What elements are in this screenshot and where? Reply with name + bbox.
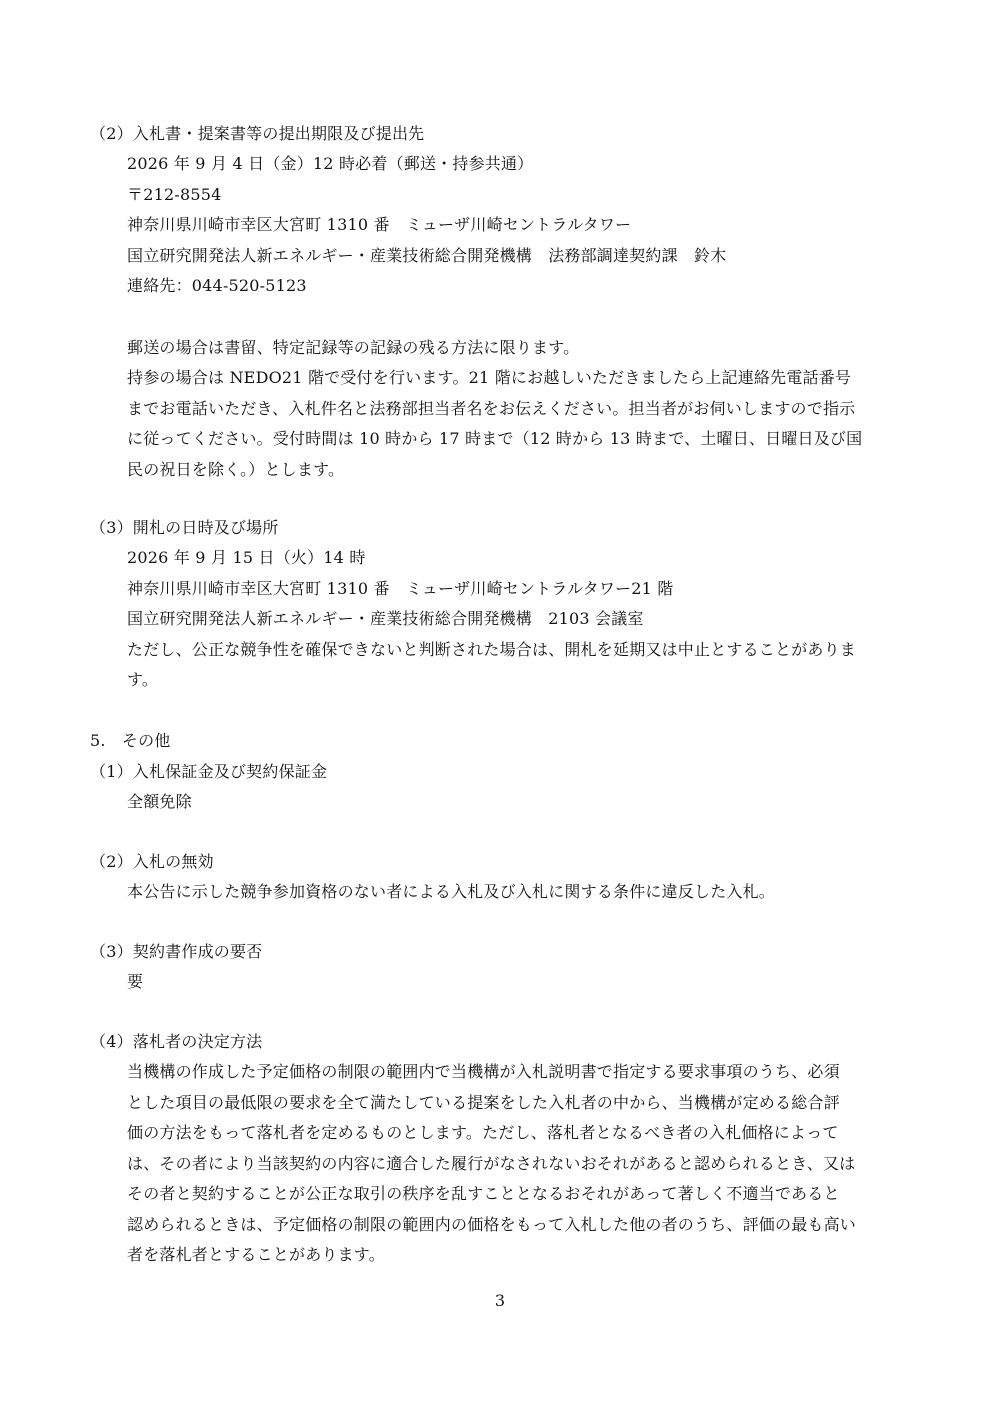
bid-deposit-line: 全額免除 <box>127 792 192 811</box>
award-method-line: 当機構の作成した予定価格の制限の範囲内で当機構が入札説明書で指定する要求事項のうち、必須 <box>127 1062 840 1081</box>
award-method-line: 者を落札者とすることがあります。 <box>127 1245 385 1264</box>
mail-note-line: 郵送の場合は書留、特定記録等の記録の残る方法に限ります。 <box>127 338 580 357</box>
award-method-line: は、その者により当該契約の内容に適合した履行がなされないおそれがあると認められるとき、又は <box>127 1154 856 1173</box>
organization-line: 国立研究開発法人新エネルギー・産業技術総合開発機構 法務部調達契約課 鈴木 <box>127 246 727 265</box>
bid-opening-note-line: ただし、公正な競争性を確保できないと判断された場合は、開札を延期又は中止とすることがありま <box>127 640 857 659</box>
delivery-note-line: までお電話いただき、入札件名と法務部担当者名をお伝えください。担当者がお伺いしますので指示 <box>127 399 856 418</box>
award-method-line: その者と契約することが公正な取引の秩序を乱すこととなるおそれがあって著しく不適当であると <box>127 1184 840 1203</box>
section-heading-bid-opening: （3）開札の日時及び場所 <box>90 518 279 537</box>
delivery-note-line: 持参の場合は NEDO21 階で受付を行います。21 階にお越しいただきましたら上記連絡先電話番号 <box>127 368 852 387</box>
item-heading-contract-document: （3）契約書作成の要否 <box>90 942 263 961</box>
section-heading-other: 5. その他 <box>90 731 171 750</box>
submission-deadline-line: 2026 年 9 月 4 日（金）12 時必着（郵送・持参共通） <box>127 154 534 173</box>
contact-line: 連絡先：044-520-5123 <box>127 276 307 295</box>
page-number: 3 <box>494 1291 506 1310</box>
contract-document-line: 要 <box>127 972 144 991</box>
award-method-line: 価の方法をもって落札者を定めるものとします。ただし、落札者となるべき者の入札価格によって <box>127 1123 839 1142</box>
bid-opening-room-line: 国立研究開発法人新エネルギー・産業技術総合開発機構 2103 会議室 <box>127 609 644 628</box>
bid-opening-date-line: 2026 年 9 月 15 日（火）14 時 <box>127 548 366 567</box>
invalid-bid-line: 本公告に示した競争参加資格のない者による入札及び入札に関する条件に違反した入札。 <box>127 882 776 901</box>
item-heading-bid-deposit: （1）入札保証金及び契約保証金 <box>90 762 328 781</box>
delivery-note-line: 民の祝日を除く。）とします。 <box>127 460 345 479</box>
award-method-line: とした項目の最低限の要求を全て満たしている提案をした入札者の中から、当機構が定める総合評 <box>127 1093 840 1112</box>
bid-opening-note-line: す。 <box>127 670 159 689</box>
postal-code-line: 〒212-8554 <box>127 185 222 204</box>
item-heading-award-method: （4）落札者の決定方法 <box>90 1032 263 1051</box>
section-heading-submission-deadline: （2）入札書・提案書等の提出期限及び提出先 <box>90 124 425 143</box>
award-method-line: 認められるときは、予定価格の制限の範囲内の価格をもって入札した他の者のうち、評価の最も高い <box>127 1215 857 1234</box>
bid-opening-address-line: 神奈川県川崎市幸区大宮町 1310 番 ミューザ川崎セントラルタワー21 階 <box>127 579 674 598</box>
item-heading-invalid-bid: （2）入札の無効 <box>90 852 214 871</box>
delivery-note-line: に従ってください。受付時間は 10 時から 17 時まで（12 時から 13 時まで、土曜日、日曜日及び国 <box>127 429 863 448</box>
address-line: 神奈川県川崎市幸区大宮町 1310 番 ミューザ川崎セントラルタワー <box>127 215 632 234</box>
